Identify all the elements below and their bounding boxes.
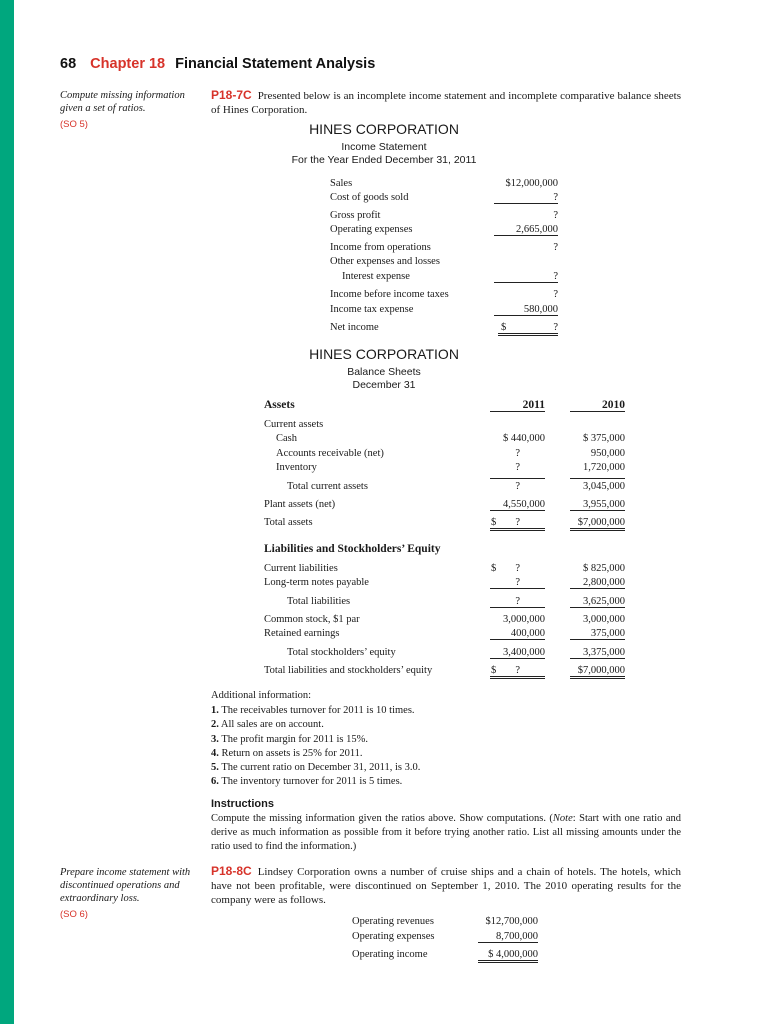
is-value: [498, 322, 558, 336]
bs-label: Total liabilities: [287, 596, 351, 607]
is-value: ?: [494, 192, 558, 204]
is-value: ?: [553, 210, 558, 221]
bs-value-2011: ?: [515, 448, 520, 459]
study-objective: (SO 6): [60, 909, 88, 920]
bs-value-2010: 3,625,000: [570, 596, 625, 608]
op-value: $ 4,000,000: [478, 949, 538, 963]
is-value: 580,000: [494, 304, 558, 316]
is-value: ?: [553, 289, 558, 300]
side-note-text: Compute missing information given a set of ratios.: [60, 90, 185, 114]
bs-value-2010: 3,955,000: [570, 499, 625, 511]
is-label: Income from operations: [330, 242, 431, 253]
bs-label: Cash: [276, 433, 297, 444]
list-item: 5. The current ratio on December 31, 2011, is 3.0.: [211, 762, 421, 774]
bs-label: Total stockholders’ equity: [287, 647, 396, 658]
bs-label: Retained earnings: [264, 628, 340, 639]
bs-value-2010: 2,800,000: [570, 577, 625, 589]
study-objective: (SO 5): [60, 119, 88, 130]
problem-text: Presented below is an incomplete income statement and incomplete comparative balance sheets of Hines Corporation.: [211, 90, 681, 116]
op-label: Operating expenses: [352, 931, 435, 942]
bs-label: Total assets: [264, 517, 313, 528]
bs-value-2011: 3,000,000: [503, 614, 545, 625]
list-item: 3. The profit margin for 2011 is 15%.: [211, 733, 368, 745]
side-note-8c: [60, 866, 200, 921]
bs-value-2011: ?: [515, 462, 520, 473]
instructions-text: Compute the missing information given the ratios above. Show computations. (Note: Start with one ratio and derive as much information as possible from it before trying another ratio. List all missing amounts under the ratio used to find the information.): [211, 813, 681, 852]
dollar-sign: $: [501, 322, 507, 333]
bs-value-2011: 400,000: [490, 628, 545, 640]
list-item: 1. The receivables turnover for 2011 is 10 times.: [211, 705, 415, 717]
bs-label: Total current assets: [287, 481, 368, 492]
is-value: 2,665,000: [494, 224, 558, 236]
bs-value-2010: $7,000,000: [570, 665, 625, 679]
bs-value-2011: 4,550,000: [490, 499, 545, 511]
is-label: Other expenses and losses: [330, 256, 440, 267]
bs-value-2010: 3,000,000: [583, 614, 625, 625]
is-label: Net income: [330, 322, 379, 333]
page-header: [60, 56, 375, 72]
bs-value-2010: 950,000: [590, 448, 625, 459]
is-value: $12,000,000: [505, 178, 558, 189]
bs-value-2010: 375,000: [570, 628, 625, 640]
bs-value-2010: $ 825,000: [583, 563, 625, 574]
bs-date: December 31: [352, 379, 416, 391]
is-value: ?: [494, 271, 558, 283]
is-company: HINES CORPORATION: [309, 121, 459, 137]
year-2011-header: 2011: [490, 399, 545, 412]
bs-value-2011: $ ?: [491, 563, 520, 574]
page-number: 68: [60, 56, 77, 72]
problem-id: P18-7C: [211, 88, 252, 102]
bs-value-2010: 1,720,000: [583, 462, 625, 473]
bs-label: Total liabilities and stockholders’ equity: [264, 665, 433, 676]
is-period: For the Year Ended December 31, 2011: [291, 154, 477, 166]
list-item: 4. Return on assets is 25% for 2011.: [211, 747, 363, 759]
is-value: ?: [553, 242, 558, 253]
side-note-text: Prepare income statement with discontinued operations and extraordinary loss.: [60, 867, 191, 904]
bs-value-2010: 3,045,000: [570, 478, 625, 492]
is-label: Income tax expense: [330, 304, 414, 315]
bs-value-2011: $ ?: [490, 665, 545, 679]
bs-value-2011: ?: [490, 577, 545, 589]
bs-value-2010: $ 375,000: [583, 433, 625, 444]
is-label: Operating expenses: [330, 224, 413, 235]
op-label: Operating revenues: [352, 916, 434, 927]
bs-value-2011: $ ?: [490, 517, 545, 531]
bs-value-2010: 3,375,000: [570, 647, 625, 659]
list-item: 6. The inventory turnover for 2011 is 5 times.: [211, 776, 403, 788]
year-2010-header: 2010: [570, 399, 625, 412]
bs-label: Accounts receivable (net): [276, 448, 384, 459]
op-label: Operating income: [352, 949, 428, 960]
op-value: 8,700,000: [478, 931, 538, 943]
additional-info-heading: Additional information:: [211, 690, 312, 701]
is-label: Cost of goods sold: [330, 192, 409, 203]
net-income-value: ?: [553, 322, 558, 333]
bs-value-2011: 3,400,000: [490, 647, 545, 659]
bs-label: Inventory: [276, 462, 317, 473]
problem-id: P18-8C: [211, 864, 252, 878]
liabilities-heading: Liabilities and Stockholders’ Equity: [264, 543, 441, 555]
assets-heading: Assets: [264, 399, 295, 411]
op-value: $12,700,000: [485, 916, 538, 927]
bs-value-2011: ?: [490, 596, 545, 608]
is-title: Income Statement: [341, 141, 427, 153]
bs-company: HINES CORPORATION: [309, 346, 459, 362]
bs-label: Long-term notes payable: [264, 577, 369, 588]
bs-label: Plant assets (net): [264, 499, 336, 510]
instructions-heading: Instructions: [211, 798, 274, 810]
is-label: Interest expense: [342, 271, 410, 282]
chapter-title: Financial Statement Analysis: [175, 56, 376, 72]
is-label: Sales: [330, 178, 353, 189]
list-item: 2. All sales are on account.: [211, 719, 324, 731]
bs-label: Common stock, $1 par: [264, 614, 360, 625]
bs-value-2010: $7,000,000: [570, 517, 625, 531]
problem-7c-intro: [211, 88, 681, 117]
additional-info: [211, 689, 681, 789]
is-label: Income before income taxes: [330, 289, 449, 300]
chapter-label: Chapter 18: [90, 56, 166, 72]
bs-title: Balance Sheets: [347, 366, 421, 378]
problem-text: Lindsey Corporation owns a number of cruise ships and a chain of hotels. The hotels, which have not been profitable, were discontinued on September 1, 2010. The 2010 operating results for the company were as follows.: [211, 866, 681, 906]
problem-8c-intro: [211, 864, 681, 907]
is-label: Gross profit: [330, 210, 381, 221]
bs-label: Current liabilities: [264, 563, 338, 574]
bs-label: Current assets: [264, 419, 324, 430]
bs-value-2011: ?: [490, 478, 545, 492]
bs-value-2011: $ 440,000: [503, 433, 545, 444]
